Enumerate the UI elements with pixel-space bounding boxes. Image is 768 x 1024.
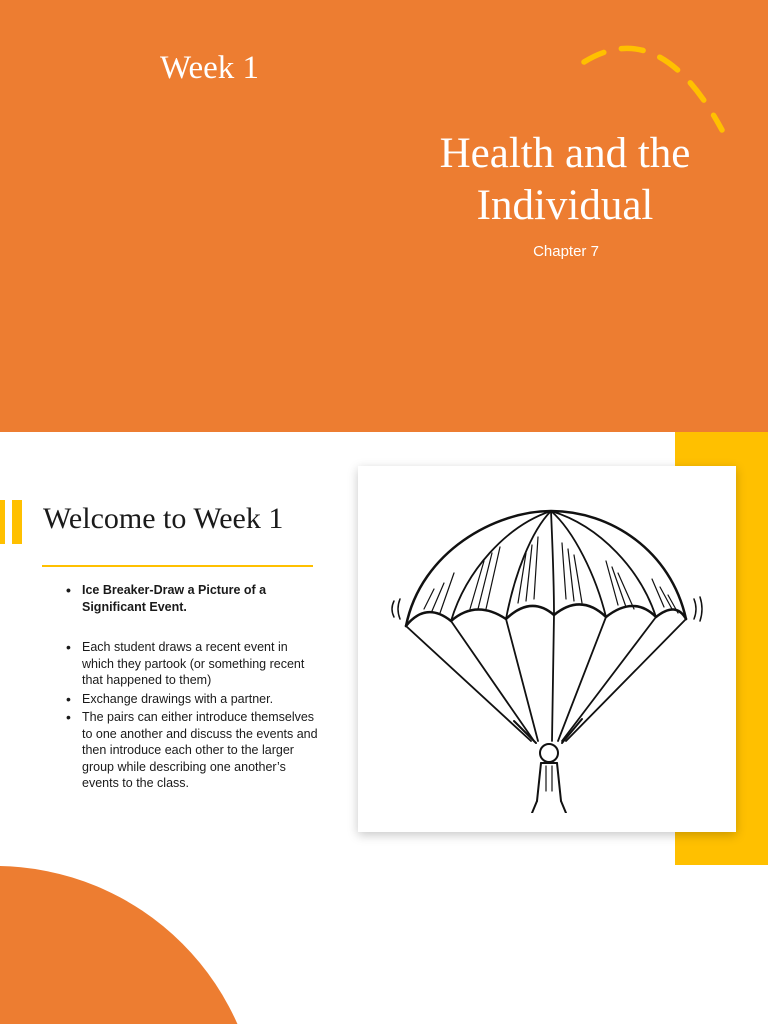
image-card [358, 466, 736, 832]
title-underline [42, 565, 313, 567]
bullet-item: • The pairs can either introduce themselves to one another and discuss the events and then introduce each other to the larger group while describing one another’s events to the class. [66, 709, 320, 792]
bullet-item: • Exchange drawings with a partner. [66, 691, 320, 708]
title-line-2: Individual [476, 182, 654, 229]
bullet-item: • Ice Breaker-Draw a Picture of a Significant Event. [66, 582, 320, 615]
bullet-item: • Each student draws a recent event in which they partook (or something recent that happened to them) [66, 639, 320, 689]
section-title: Welcome to Week 1 [43, 502, 284, 535]
week-label: Week 1 [160, 50, 260, 86]
welcome-slide [0, 432, 768, 1024]
accent-lines-decoration [0, 500, 24, 546]
chapter-subtitle: Chapter 7 [533, 243, 599, 260]
slide-title [395, 128, 735, 232]
parachute-illustration [386, 491, 708, 813]
title-slide [0, 0, 768, 432]
orange-circle-decoration [0, 866, 260, 1024]
title-line-1: Health and the [439, 130, 691, 177]
bullet-list [66, 582, 320, 792]
